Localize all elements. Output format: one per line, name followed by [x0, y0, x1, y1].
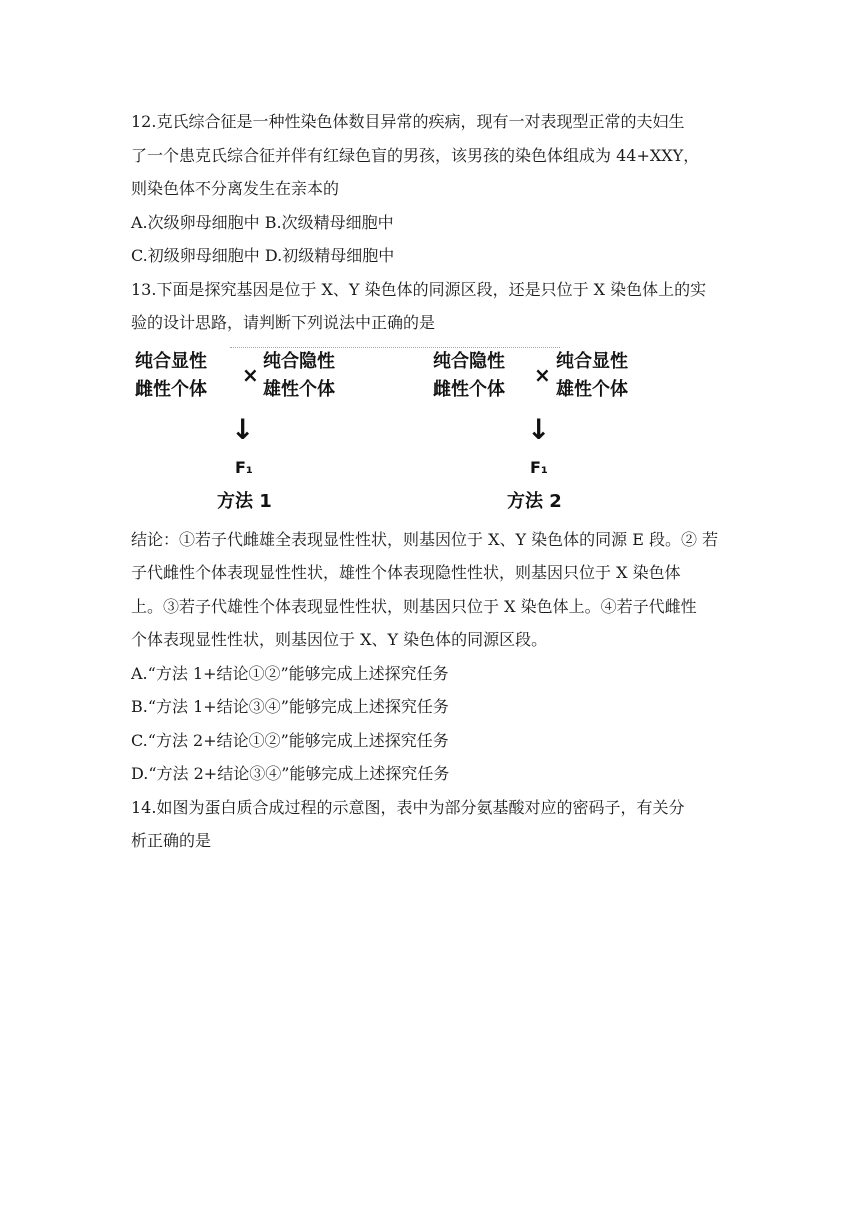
q12-stem-line-1: 12.克氏综合征是一种性染色体数目异常的疾病，现有一对表现型正常的夫妇生	[131, 112, 685, 131]
q13-stem-line-2: 验的设计思路，请判断下列说法中正确的是	[131, 313, 436, 332]
scan-dotted-line	[230, 347, 560, 348]
method2-cross-symbol: ×	[534, 363, 551, 387]
q13-conclusion-line-2: 子代雌性个体表现显性性状，雄性个体表现隐性性状，则基因只位于 X 染色体	[131, 563, 681, 582]
method2-arrow: ↓	[527, 413, 551, 446]
q13-option-a: A.“方法 1+结论①②”能够完成上述探究任务	[131, 664, 449, 683]
q13-conclusion-line-3: 上。③若子代雄性个体表现显性性状，则基因只位于 X 染色体上。④若子代雌性	[131, 597, 697, 616]
q12-options-row-2: C.初级卵母细胞中 D.初级精母细胞中	[131, 246, 395, 265]
method2-male-genotype: 纯合显性	[556, 351, 628, 372]
q13-option-d: D.“方法 2+结论③④”能够完成上述探究任务	[131, 764, 450, 783]
q13-conclusion-line-4: 个体表现显性性状，则基因位于 X、Y 染色体的同源区段。	[131, 630, 548, 649]
method1-arrow: ↓	[231, 413, 255, 446]
method1-label: 方法 1	[217, 491, 272, 512]
method2-male-sex: 雄性个体	[556, 379, 628, 400]
method1-cross-symbol: ×	[242, 363, 259, 387]
method2-label: 方法 2	[507, 491, 562, 512]
q12-options-row-1: A.次级卵母细胞中 B.次级精母细胞中	[131, 213, 394, 232]
q12-stem-line-2: 了一个患克氏综合征并伴有红绿色盲的男孩，该男孩的染色体组成为 44+XXY，	[131, 146, 700, 165]
q13-option-b: B.“方法 1+结论③④”能够完成上述探究任务	[131, 697, 449, 716]
method1-f1: F₁	[235, 458, 253, 477]
cross-diagram	[135, 345, 655, 520]
method2-female-sex: 雌性个体	[433, 379, 505, 400]
method1-male-sex: 雄性个体	[263, 379, 335, 400]
q14-stem-line-1: 14.如图为蛋白质合成过程的示意图，表中为部分氨基酸对应的密码子，有关分	[131, 798, 685, 817]
method1-female-sex: 雌性个体	[135, 379, 207, 400]
q14-stem-line-2: 析正确的是	[131, 831, 212, 850]
q13-stem-line-1: 13.下面是探究基因是位于 X、Y 染色体的同源区段，还是只位于 X 染色体上的实	[131, 280, 707, 299]
method2-f1: F₁	[530, 458, 548, 477]
q12-stem-line-3: 则染色体不分离发生在亲本的	[131, 179, 340, 198]
method1-female-genotype: 纯合显性	[135, 351, 207, 372]
q13-conclusion-line-1: 结论：①若子代雌雄全表现显性性状，则基因位于 X、Y 染色体的同源 E 段。② 若	[131, 530, 719, 549]
method2-female-genotype: 纯合隐性	[433, 351, 505, 372]
q13-option-c: C.“方法 2+结论①②”能够完成上述探究任务	[131, 731, 449, 750]
method1-male-genotype: 纯合隐性	[263, 351, 335, 372]
